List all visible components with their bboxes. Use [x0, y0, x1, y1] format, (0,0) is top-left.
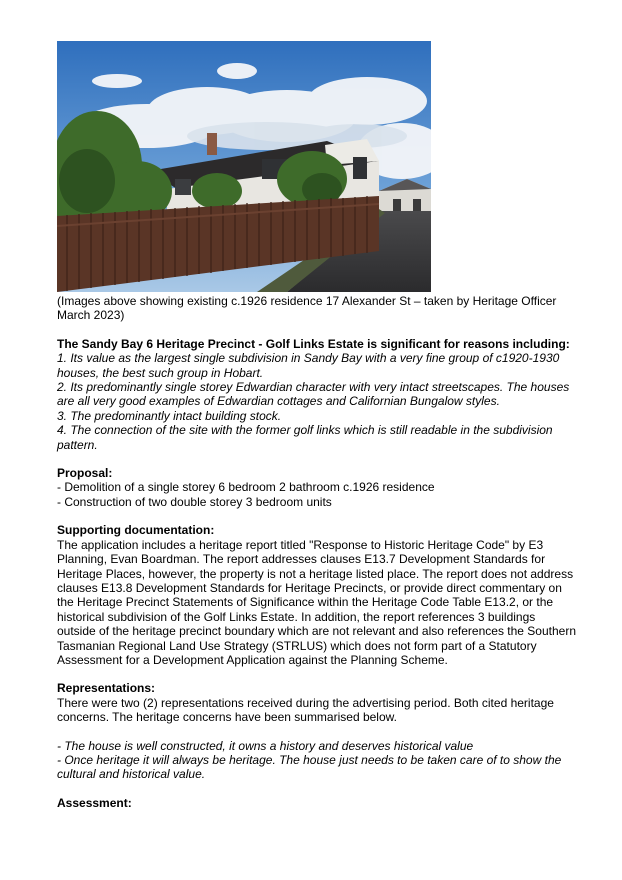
precinct-item: 3. The predominantly intact building stock.: [57, 408, 282, 423]
photo-caption: (Images above showing existing c.1926 residence 17 Alexander St – taken by Heritage Officer March 2023): [57, 294, 557, 323]
representations-text: There were two (2) representations received during the advertising period. Both cited heritage concerns. The heritage concerns have been summarised below.: [57, 695, 554, 725]
precinct-item: 4. The connection of the site with the former golf links which is still readable in the subdivision pattern.: [57, 423, 553, 452]
precinct-item: 1. Its value as the largest single subdivision in Sandy Bay with a very fine group of c1920-1930 houses, the best such group in Hobart.: [57, 351, 560, 380]
representations-heading: Representations:: [57, 681, 156, 696]
proposal-item: - Construction of two double storey 3 bedroom units: [57, 494, 332, 509]
precinct-heading: The Sandy Bay 6 Heritage Precinct - Golf Links Estate is significant for reasons including:: [57, 336, 570, 351]
representation-item: - The house is well constructed, it owns a history and deserves historical value: [57, 738, 474, 753]
proposal-item: - Demolition of a single storey 6 bedroom 2 bathroom c.1926 residence: [57, 480, 435, 495]
proposal-heading: Proposal:: [57, 466, 113, 481]
representation-item: - Once heritage it will always be heritage. The house just needs to be taken care of to show the cultural and historical value.: [57, 752, 562, 782]
supporting-text: The application includes a heritage report titled "Response to Historic Heritage Code" by E3 Planning, Evan Boardman. The report addresses clauses E13.7 Development Standards for Heritage Places, however, the property is not a heritage listed place. The report does not address clauses E13.8 Development Standards for Heritage Precincts, or provide direct commentary on the Heritage Precinct Statements of Significance within the Heritage Code Table E13.2, or the historical subdivision of the Golf Links Estate. In addition, the report references 3 buildings outside of the heritage precinct boundary which are not relevant and also references the Southern Tasmanian Regional Land Use Strategy (STRLUS) which does not form part of a Statutory Assessment for a Development Application against the Planning Scheme.: [57, 537, 576, 667]
precinct-item: 2. Its predominantly single storey Edwardian character with very intact streetscapes. The houses are all very good examples of Edwardian cottages and Californian Bungalow styles.: [57, 380, 570, 409]
supporting-heading: Supporting documentation:: [57, 523, 215, 538]
assessment-heading: Assessment:: [57, 795, 132, 810]
document-page: [57, 41, 577, 810]
house-photo: [57, 41, 431, 292]
